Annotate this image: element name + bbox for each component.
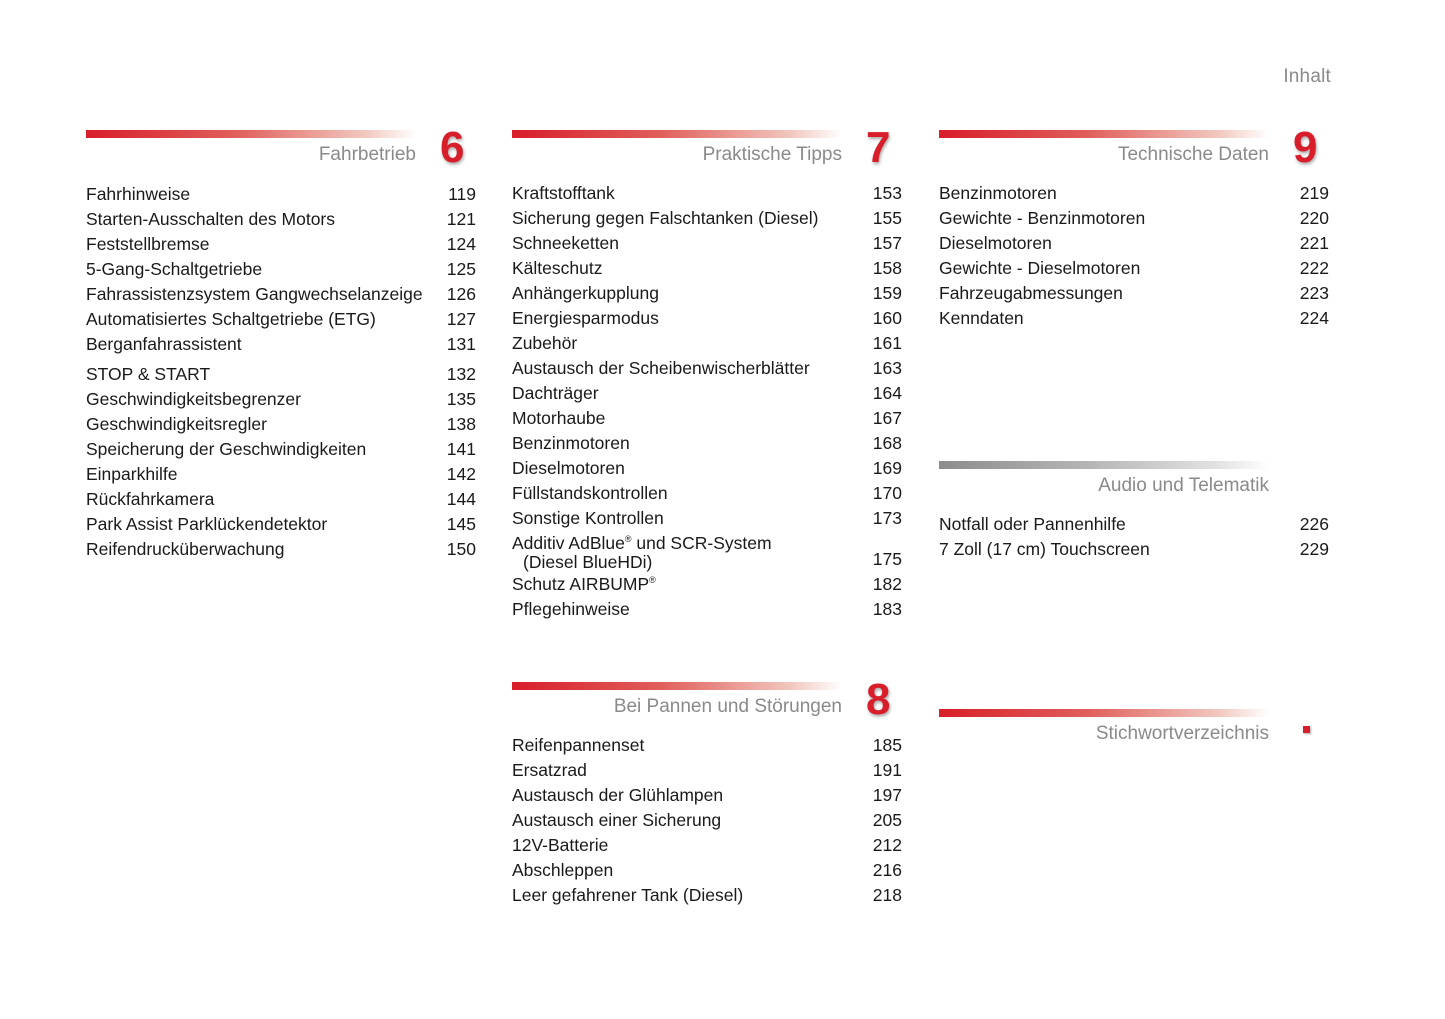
toc-entry[interactable]: Reifenpannenset 185 bbox=[512, 733, 902, 758]
page-number: 161 bbox=[872, 333, 902, 353]
page-number: 135 bbox=[446, 389, 476, 409]
page-number: 216 bbox=[872, 860, 902, 880]
toc-entry[interactable]: Geschwindigkeitsregler 138 bbox=[86, 412, 476, 437]
page-number: 219 bbox=[1299, 183, 1329, 203]
toc-entry[interactable]: Austausch der Scheibenwischerblätter 163 bbox=[512, 356, 902, 381]
page-number: 169 bbox=[872, 458, 902, 478]
toc-entry[interactable]: Speicherung der Geschwindigkeiten 141 bbox=[86, 437, 476, 462]
toc-entry[interactable]: Kraftstofftank 153 bbox=[512, 181, 902, 206]
section-bar bbox=[939, 709, 1269, 717]
page-number: 126 bbox=[446, 284, 476, 304]
toc-entry[interactable]: Reifendrucküberwachung 150 bbox=[86, 537, 476, 562]
page-number: 153 bbox=[872, 183, 902, 203]
page-number: 138 bbox=[446, 414, 476, 434]
toc-entry[interactable]: Schneeketten 157 bbox=[512, 231, 902, 256]
page-number: 185 bbox=[872, 735, 902, 755]
toc-entry[interactable]: Additiv AdBlue® und SCR-System (Diesel BlueHDi) 175 bbox=[512, 533, 902, 572]
toc-entry[interactable]: 5-Gang-Schaltgetriebe 125 bbox=[86, 257, 476, 282]
page-number: 121 bbox=[446, 209, 476, 229]
page-number: 205 bbox=[872, 810, 902, 830]
section-title: Bei Pannen und Störungen bbox=[613, 696, 842, 717]
page-number: 132 bbox=[446, 364, 476, 384]
toc-entry[interactable]: Kälteschutz 158 bbox=[512, 256, 902, 281]
page-number: 142 bbox=[446, 464, 476, 484]
section-title: Technische Daten bbox=[1117, 144, 1269, 165]
page-number: 182 bbox=[872, 574, 902, 594]
toc-entry[interactable]: Pflegehinweise 183 bbox=[512, 597, 902, 622]
page-number: 218 bbox=[872, 885, 902, 905]
page-number: 164 bbox=[872, 383, 902, 403]
toc-entry[interactable]: Benzinmotoren 219 bbox=[939, 181, 1329, 206]
section-number: 8 bbox=[866, 675, 891, 724]
toc-entry[interactable]: Fahrzeugabmessungen 223 bbox=[939, 281, 1329, 306]
page-number: 191 bbox=[872, 760, 902, 780]
entry-list bbox=[86, 182, 476, 562]
section-technische-daten bbox=[939, 123, 1329, 340]
toc-entry[interactable]: Notfall oder Pannenhilfe 226 bbox=[939, 512, 1329, 537]
page-number: 223 bbox=[1299, 283, 1329, 303]
page-label: Inhalt bbox=[1283, 66, 1331, 87]
page-number: 173 bbox=[872, 508, 902, 528]
toc-entry[interactable]: Fahrhinweise 119 bbox=[86, 182, 476, 207]
toc-entry[interactable]: Park Assist Parklückendetektor 145 bbox=[86, 512, 476, 537]
toc-entry[interactable]: Rückfahrkamera 144 bbox=[86, 487, 476, 512]
section-bar bbox=[512, 130, 842, 138]
entry-list bbox=[939, 512, 1329, 562]
toc-entry[interactable]: Leer gefahrener Tank (Diesel) 218 bbox=[512, 883, 902, 908]
toc-entry[interactable]: Austausch einer Sicherung 205 bbox=[512, 808, 902, 833]
toc-entry[interactable]: Geschwindigkeitsbegrenzer 135 bbox=[86, 387, 476, 412]
toc-entry[interactable]: Gewichte - Dieselmotoren 222 bbox=[939, 256, 1329, 281]
entry-list bbox=[512, 181, 902, 622]
entry-list bbox=[939, 181, 1329, 331]
toc-entry[interactable]: Dachträger 164 bbox=[512, 381, 902, 406]
page-number: 160 bbox=[872, 308, 902, 328]
toc-entry[interactable]: Feststellbremse 124 bbox=[86, 232, 476, 257]
toc-entry[interactable]: Kenndaten 224 bbox=[939, 306, 1329, 331]
page-number: 197 bbox=[872, 785, 902, 805]
page-number: 145 bbox=[446, 514, 476, 534]
toc-entry[interactable]: Dieselmotoren 221 bbox=[939, 231, 1329, 256]
toc-entry[interactable]: Sicherung gegen Falschtanken (Diesel) 155 bbox=[512, 206, 902, 231]
toc-entry[interactable]: Anhängerkupplung 159 bbox=[512, 281, 902, 306]
page-number: 119 bbox=[448, 184, 476, 204]
page-number: 224 bbox=[1299, 308, 1329, 328]
toc-entry[interactable]: STOP & START 132 bbox=[86, 362, 476, 387]
toc-entry[interactable]: Gewichte - Benzinmotoren 220 bbox=[939, 206, 1329, 231]
page-number: 221 bbox=[1299, 233, 1329, 253]
section-title: Stichwortverzeichnis bbox=[1095, 723, 1269, 744]
page-number: 158 bbox=[872, 258, 902, 278]
toc-entry[interactable]: Berganfahrassistent 131 bbox=[86, 332, 476, 357]
page-number: 183 bbox=[872, 599, 902, 619]
section-number: 7 bbox=[866, 123, 891, 172]
section-audio-telematik bbox=[939, 461, 1329, 571]
page-number: 144 bbox=[446, 489, 476, 509]
page-number: 229 bbox=[1299, 539, 1329, 559]
toc-entry[interactable]: Starten-Ausschalten des Motors 121 bbox=[86, 207, 476, 232]
section-bar bbox=[86, 130, 416, 138]
page-number: 131 bbox=[446, 334, 476, 354]
section-stichwortverzeichnis[interactable] bbox=[939, 709, 1329, 759]
page-number: 222 bbox=[1299, 258, 1329, 278]
page-number: 163 bbox=[872, 358, 902, 378]
section-number: 6 bbox=[440, 123, 465, 172]
section-marker-dot bbox=[1303, 726, 1310, 733]
toc-entry[interactable]: Energiesparmodus 160 bbox=[512, 306, 902, 331]
toc-entry[interactable]: Automatisiertes Schaltgetriebe (ETG) 127 bbox=[86, 307, 476, 332]
entry-list bbox=[512, 733, 902, 908]
page-number: 167 bbox=[872, 408, 902, 428]
page-number: 150 bbox=[446, 539, 476, 559]
page-number: 226 bbox=[1299, 514, 1329, 534]
page-number: 175 bbox=[872, 549, 902, 569]
toc-entry[interactable]: Abschleppen 216 bbox=[512, 858, 902, 883]
page-number: 212 bbox=[872, 835, 902, 855]
page-number: 157 bbox=[872, 233, 902, 253]
toc-entry[interactable]: 7 Zoll (17 cm) Touchscreen 229 bbox=[939, 537, 1329, 562]
page-number: 125 bbox=[446, 259, 476, 279]
page-number: 155 bbox=[872, 208, 902, 228]
page-number: 170 bbox=[872, 483, 902, 503]
section-praktische-tipps bbox=[512, 123, 902, 630]
page-number: 141 bbox=[446, 439, 476, 459]
toc-entry[interactable]: Austausch der Glühlampen 197 bbox=[512, 783, 902, 808]
section-title: Fahrbetrieb bbox=[318, 144, 416, 165]
toc-entry[interactable]: Ersatzrad 191 bbox=[512, 758, 902, 783]
page-number: 127 bbox=[446, 309, 476, 329]
toc-entry[interactable]: Schutz AIRBUMP® 182 bbox=[512, 572, 902, 597]
toc-entry[interactable]: Motorhaube 167 bbox=[512, 406, 902, 431]
toc-entry[interactable]: Einparkhilfe 142 bbox=[86, 462, 476, 487]
page-number: 159 bbox=[872, 283, 902, 303]
section-bei-pannen bbox=[512, 675, 902, 922]
toc-entry[interactable]: Sonstige Kontrollen 173 bbox=[512, 506, 902, 531]
section-bar bbox=[512, 682, 842, 690]
section-number: 9 bbox=[1293, 123, 1318, 172]
page-number: 168 bbox=[872, 433, 902, 453]
section-title: Praktische Tipps bbox=[702, 144, 842, 165]
toc-entry[interactable]: 12V-Batterie 212 bbox=[512, 833, 902, 858]
toc-entry[interactable]: Dieselmotoren 169 bbox=[512, 456, 902, 481]
toc-entry[interactable]: Fahrassistenzsystem Gangwechselanzeige 126 bbox=[86, 282, 476, 307]
toc-entry[interactable]: Zubehör 161 bbox=[512, 331, 902, 356]
toc-entry[interactable]: Füllstandskontrollen 170 bbox=[512, 481, 902, 506]
section-title: Audio und Telematik bbox=[1098, 475, 1269, 496]
section-bar bbox=[939, 130, 1269, 138]
page-number: 124 bbox=[446, 234, 476, 254]
section-bar bbox=[939, 461, 1269, 469]
section-fahrbetrieb bbox=[86, 123, 476, 570]
page-number: 220 bbox=[1299, 208, 1329, 228]
toc-entry[interactable]: Benzinmotoren 168 bbox=[512, 431, 902, 456]
